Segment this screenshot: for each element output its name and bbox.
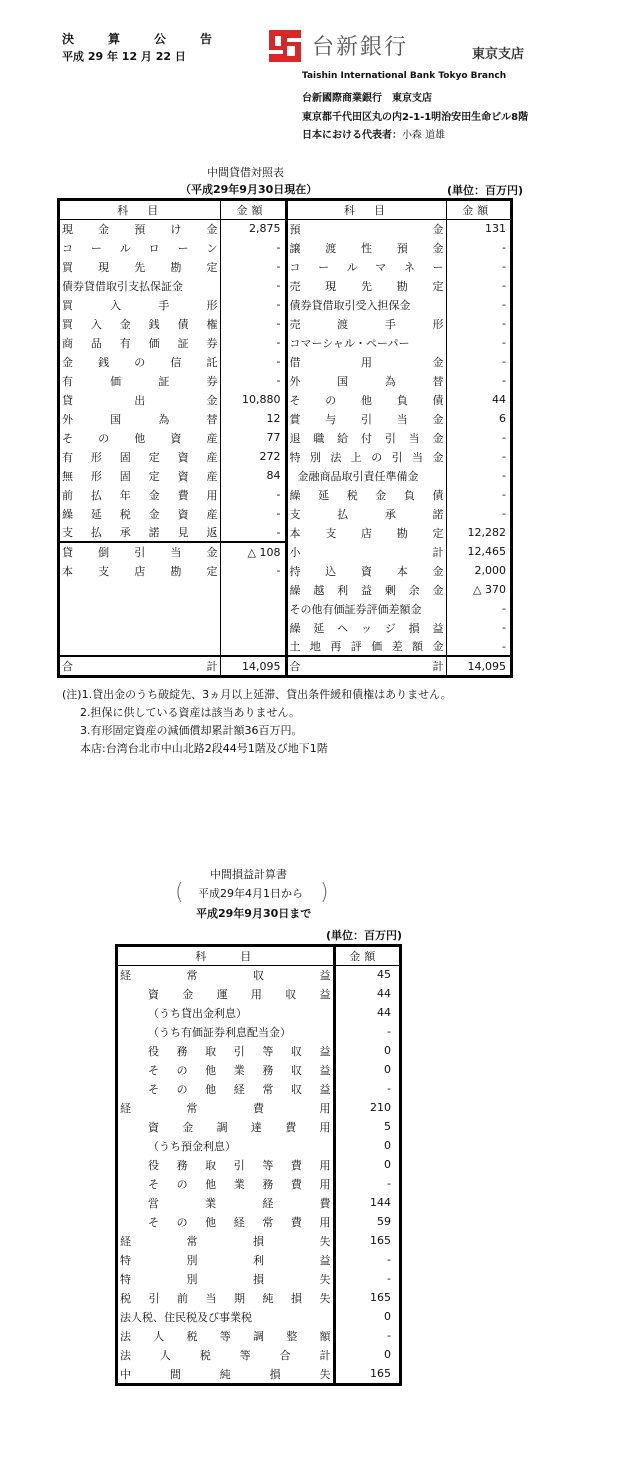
table-row — [60, 352, 510, 371]
table-row — [118, 1326, 399, 1345]
notice-date: 平成 29 年 12 月 22 日 — [62, 50, 186, 63]
table-row — [60, 637, 510, 656]
spread-label: 商 品 有 価 証 券 — [62, 336, 218, 350]
right-item-label — [286, 580, 446, 599]
left-item-label — [60, 580, 220, 599]
balance-sheet-table — [57, 198, 513, 678]
income-item-value: 210 — [370, 1101, 391, 1114]
spread-label: 資 金 運 用 収 益 — [148, 987, 331, 1001]
table-row — [60, 257, 510, 276]
spread-label: その他有価証券評価差額金 — [289, 602, 422, 616]
header-item-left: 科 目 — [60, 201, 220, 219]
income-statement-header-row — [118, 947, 399, 965]
income-item-value: 45 — [377, 968, 391, 982]
table-row — [118, 1098, 399, 1117]
right-item-label — [286, 238, 446, 257]
left-item-label — [60, 314, 220, 333]
right-item-value: 131 — [485, 222, 506, 236]
left-item-label — [60, 542, 220, 561]
spread-label: 有 形 固 定 資 産 — [62, 450, 218, 464]
right-item-label — [286, 390, 446, 409]
income-statement-table — [115, 944, 402, 1386]
right-item-label — [286, 523, 446, 542]
notice-title-char: 公 — [153, 32, 166, 46]
income-item-label — [118, 1250, 334, 1269]
income-item-value: 165 — [370, 1234, 391, 1247]
table-row — [118, 1269, 399, 1288]
left-item-label — [60, 390, 220, 409]
left-item-value: - — [220, 523, 286, 542]
bank-name-japanese: 台新國際商業銀行 東京支店 — [302, 93, 432, 104]
income-item-value: - — [387, 1272, 391, 1285]
right-item-value: △ 370 — [473, 583, 506, 596]
balance-sheet-unit: (単位：百万円) — [447, 184, 524, 197]
spread-label: 繰 延 ヘ ッ ジ 損 益 — [289, 621, 444, 635]
spread-label: 債券貸借取引支払保証金 — [62, 279, 183, 293]
right-item-label — [286, 504, 446, 523]
right-item-value: - — [502, 621, 506, 634]
table-row — [60, 371, 510, 390]
left-item-label — [60, 637, 220, 656]
left-item-value: - — [220, 276, 286, 295]
subtotal-char: 小 — [289, 545, 301, 559]
table-row — [60, 618, 510, 637]
income-item-value: 165 — [370, 1367, 391, 1380]
spread-label: 繰 延 税 金 負 債 — [289, 488, 444, 502]
left-item-label — [60, 447, 220, 466]
income-item-label — [118, 1193, 334, 1212]
period-to: 平成29年9月30日まで — [196, 907, 312, 920]
spread-label: 中 間 純 損 失 — [120, 1367, 331, 1381]
header-item-right: 科 目 — [286, 201, 446, 219]
left-item-label — [60, 238, 220, 257]
spread-label: 債券貸借取引受入担保金 — [289, 298, 411, 312]
branch-tag: 東京支店 — [472, 47, 525, 62]
note-line: (注)1.貸出金のうち破綻先、3ヵ月以上延滞、貸出条件緩和債権はありません。 — [62, 688, 452, 701]
table-row — [118, 1022, 399, 1041]
period-from: 平成29年4月1日から — [198, 887, 303, 900]
total-row — [60, 656, 510, 675]
table-row — [60, 542, 510, 561]
right-item-label — [286, 257, 446, 276]
table-row — [118, 1079, 399, 1098]
spread-label: 有 価 証 券 — [62, 374, 218, 388]
table-row — [118, 1307, 399, 1326]
bracket-left: ( — [175, 880, 184, 905]
right-item-label — [286, 466, 446, 485]
notice-title-char: 決 — [62, 32, 75, 46]
income-item-label — [118, 1136, 334, 1155]
table-row — [118, 1288, 399, 1307]
table-row — [118, 1003, 399, 1022]
bank-name-english: Taishin International Bank Tokyo Branch — [302, 71, 507, 81]
income-item-label — [118, 1003, 334, 1022]
income-item-value: 44 — [377, 1006, 391, 1019]
income-item-value: 59 — [377, 1215, 391, 1228]
balance-sheet-title-text: 中間貸借対照表 — [207, 166, 284, 179]
table-row — [118, 1041, 399, 1060]
right-item-value: - — [502, 260, 506, 273]
spread-label: 買 入 金 銭 債 権 — [62, 317, 218, 331]
table-row — [60, 428, 510, 447]
left-item-value: - — [220, 371, 286, 390]
table-row — [118, 984, 399, 1003]
left-item-label — [60, 523, 220, 542]
table-row — [60, 485, 510, 504]
income-item-label — [118, 1022, 334, 1041]
spread-label: 貸 出 金 — [62, 393, 218, 407]
left-item-value — [220, 637, 286, 656]
spread-label: 支 払 承 諾 — [289, 507, 444, 521]
spread-label: コマーシャル・ペーパー — [289, 336, 410, 350]
total-char: 計 — [432, 660, 444, 673]
spread-label: 無 形 固 定 資 産 — [62, 469, 218, 483]
header-item: 科 目 — [118, 947, 334, 965]
right-item-value: - — [502, 241, 506, 254]
spread-label: 資 金 調 達 費 用 — [148, 1120, 331, 1134]
right-item-label — [286, 409, 446, 428]
spread-label: 特 別 損 失 — [120, 1272, 331, 1286]
right-item-value: 2,000 — [474, 564, 506, 577]
income-item-label — [118, 1060, 334, 1079]
right-total-label — [286, 656, 446, 675]
income-item-value: 0 — [384, 1158, 391, 1171]
income-item-value: - — [387, 1177, 391, 1190]
income-item-label — [118, 1041, 334, 1060]
left-item-label — [60, 561, 220, 580]
spread-label: 経 常 損 失 — [120, 1234, 331, 1248]
total-char: 計 — [206, 660, 218, 673]
bracket-right: ) — [320, 880, 329, 905]
representative-name: 小森 道雄 — [402, 130, 446, 141]
income-item-value: - — [387, 1082, 391, 1095]
spread-label: コ ー ル マ ネ ー — [289, 260, 444, 274]
right-item-label — [286, 276, 446, 295]
left-item-value — [220, 599, 286, 618]
right-item-label — [286, 618, 446, 637]
spread-label: 現 金 預 け 金 — [62, 222, 218, 236]
spread-label: そ の 他 負 債 — [289, 393, 444, 407]
left-item-label — [60, 504, 220, 523]
right-item-value: - — [502, 507, 506, 520]
right-item-value: - — [502, 602, 506, 615]
spread-label: （うち貸出金利息） — [148, 1006, 247, 1020]
spread-label: 税 引 前 当 期 純 損 失 — [120, 1291, 331, 1305]
left-item-value: 77 — [220, 428, 286, 447]
table-row — [118, 1231, 399, 1250]
left-item-label — [60, 599, 220, 618]
right-item-label — [286, 219, 446, 238]
bank-address: 東京都千代田区丸の内2-1-1明治安田生命ビル8階 — [302, 112, 529, 123]
left-item-value: - — [220, 485, 286, 504]
left-item-value: - — [220, 314, 286, 333]
table-row — [60, 409, 510, 428]
left-item-value: 84 — [220, 466, 286, 485]
right-item-label — [286, 333, 446, 352]
right-item-label — [286, 352, 446, 371]
right-item-label — [286, 542, 446, 561]
total-label — [290, 658, 444, 674]
left-item-label — [60, 371, 220, 390]
income-item-label — [118, 1345, 334, 1364]
spread-label: 営 業 経 費 — [148, 1196, 331, 1210]
header-amount-right: 金額 — [446, 201, 510, 219]
table-row — [60, 466, 510, 485]
income-item-value: - — [387, 1025, 391, 1038]
notice-title-char: 算 — [107, 32, 120, 46]
taishin-logo-icon — [265, 26, 305, 66]
left-item-label — [60, 409, 220, 428]
right-item-label — [286, 447, 446, 466]
income-item-label — [118, 1079, 334, 1098]
table-row — [60, 599, 510, 618]
income-item-label — [118, 984, 334, 1003]
left-item-label — [60, 276, 220, 295]
spread-label: 外 国 為 替 — [289, 374, 444, 388]
spread-label: そ の 他 業 務 収 益 — [148, 1063, 331, 1077]
income-item-label — [118, 1231, 334, 1250]
notice-title — [62, 30, 212, 47]
income-item-value: 0 — [384, 1044, 391, 1057]
table-row — [60, 504, 510, 523]
spread-label: 借 用 金 — [289, 355, 444, 369]
subtotal-label — [290, 544, 444, 560]
income-statement-unit: (単位：百万円) — [326, 929, 403, 942]
table-row — [60, 561, 510, 580]
table-row — [60, 333, 510, 352]
left-item-value: 10,880 — [220, 390, 286, 409]
right-item-value: - — [502, 450, 506, 463]
total-label — [62, 658, 218, 674]
table-row — [118, 1117, 399, 1136]
left-item-label — [60, 257, 220, 276]
spread-label: 金融商品取引責任準備金 — [297, 469, 419, 483]
logo-text: 台新銀行 — [312, 35, 409, 60]
right-item-label — [286, 428, 446, 447]
left-item-label — [60, 219, 220, 238]
table-row — [118, 1345, 399, 1364]
income-item-value: - — [387, 1253, 391, 1266]
spread-label: 繰 越 利 益 剰 余 金 — [289, 583, 444, 597]
income-item-label — [118, 1212, 334, 1231]
right-item-label — [286, 599, 446, 618]
spread-label: 売 現 先 勘 定 — [289, 279, 444, 293]
spread-label: 経 常 費 用 — [120, 1101, 331, 1115]
table-row — [60, 580, 510, 599]
right-item-label — [286, 314, 446, 333]
left-item-value: - — [220, 333, 286, 352]
left-item-value: - — [220, 257, 286, 276]
income-item-label — [118, 1098, 334, 1117]
right-item-label — [286, 295, 446, 314]
right-item-label — [286, 561, 446, 580]
subtotal-char: 計 — [432, 545, 444, 559]
table-row — [118, 1136, 399, 1155]
right-item-value: - — [502, 374, 506, 387]
spread-label: 法 人 税 等 調 整 額 — [120, 1329, 331, 1343]
spread-label: （うち預金利息） — [148, 1139, 236, 1153]
spread-label: 土 地 再 評 価 差 額 金 — [289, 640, 444, 653]
left-total-value: 14,095 — [220, 656, 286, 675]
income-item-value: 0 — [384, 1139, 391, 1152]
income-item-value: 44 — [377, 987, 391, 1000]
income-item-value: 165 — [370, 1291, 391, 1304]
table-row — [118, 1193, 399, 1212]
income-item-value: 0 — [384, 1348, 391, 1361]
left-item-value: 12 — [220, 409, 286, 428]
spread-label: 貸 倒 引 当 金 — [62, 546, 218, 559]
spread-label: 売 渡 手 形 — [289, 317, 444, 331]
notes — [62, 686, 452, 758]
left-item-value: - — [220, 504, 286, 523]
spread-label: そ の 他 業 務 費 用 — [148, 1177, 331, 1191]
spread-label: 前 払 年 金 費 用 — [62, 488, 218, 502]
spread-label: コ ー ル ロ ー ン — [62, 241, 218, 255]
table-row — [60, 238, 510, 257]
table-row — [118, 965, 399, 984]
income-item-label — [118, 1364, 334, 1383]
spread-label: 本 支 店 勘 定 — [289, 526, 444, 540]
spread-label: 役 務 取 引 等 費 用 — [148, 1158, 331, 1172]
income-item-value: 5 — [384, 1120, 391, 1133]
income-item-value: 0 — [384, 1063, 391, 1076]
table-row — [60, 447, 510, 466]
note-line: 本店:台湾台北市中山北路2段44号1階及び地下1階 — [80, 742, 328, 755]
spread-label: 持 込 資 本 金 — [289, 564, 444, 578]
income-item-value: - — [387, 1329, 391, 1342]
left-item-label — [60, 466, 220, 485]
left-item-value: - — [220, 295, 286, 314]
spread-label: 繰 延 税 金 資 産 — [62, 507, 218, 521]
right-item-value: - — [502, 336, 506, 349]
spread-label: 買 入 手 形 — [62, 298, 218, 312]
header-amount-left: 金額 — [220, 201, 286, 219]
right-item-value: - — [502, 488, 506, 501]
right-total-value: 14,095 — [446, 656, 510, 675]
spread-label: 特 別 法 上 の 引 当 金 — [289, 450, 444, 464]
balance-sheet-header-row — [60, 201, 510, 219]
header-amount: 金額 — [334, 947, 399, 965]
spread-label: そ の 他 資 産 — [62, 431, 218, 445]
left-item-label — [60, 352, 220, 371]
left-item-value: - — [220, 561, 286, 580]
right-item-value: - — [502, 469, 506, 482]
left-item-label — [60, 428, 220, 447]
table-row — [60, 523, 510, 542]
left-item-value — [220, 618, 286, 637]
spread-label: 本 支 店 勘 定 — [62, 564, 218, 578]
representative-label: 日本における代表者： — [302, 130, 402, 141]
right-item-value: 12,282 — [467, 526, 506, 539]
left-item-value: 272 — [220, 447, 286, 466]
table-row — [60, 219, 510, 238]
table-row — [60, 295, 510, 314]
left-total-label — [60, 656, 220, 675]
left-item-value: 2,875 — [220, 219, 286, 238]
total-char: 合 — [62, 660, 73, 673]
spread-label: 預 金 — [289, 222, 444, 236]
left-item-value: - — [220, 238, 286, 257]
total-char: 合 — [289, 660, 301, 673]
spread-label: （うち有価証券利息配当金） — [148, 1025, 291, 1039]
left-item-value — [220, 580, 286, 599]
income-item-label — [118, 1155, 334, 1174]
right-item-value: - — [502, 279, 506, 292]
income-item-value: 144 — [370, 1196, 391, 1209]
balance-sheet-date: （平成29年9月30日現在） — [180, 183, 318, 196]
right-item-value: - — [502, 639, 506, 653]
income-item-label — [118, 965, 334, 984]
income-item-label — [118, 1288, 334, 1307]
table-row — [118, 1212, 399, 1231]
right-item-label — [286, 485, 446, 504]
spread-label: 外 国 為 替 — [62, 412, 218, 426]
right-item-value: - — [502, 317, 506, 330]
right-item-label — [286, 371, 446, 390]
balance-sheet-title — [207, 164, 284, 180]
spread-label: そ の 他 経 常 費 用 — [148, 1215, 331, 1229]
income-item-label — [118, 1269, 334, 1288]
spread-label: 金 銭 の 信 託 — [62, 355, 218, 369]
spread-label: 賞 与 引 当 金 — [289, 412, 444, 426]
right-item-value: 44 — [492, 393, 506, 406]
left-item-label — [60, 485, 220, 504]
income-item-label — [118, 1326, 334, 1345]
income-statement-title: 中間損益計算書 — [210, 868, 287, 881]
income-item-label — [118, 1174, 334, 1193]
table-row — [118, 1364, 399, 1383]
table-row — [118, 1060, 399, 1079]
left-item-label — [60, 333, 220, 352]
notice-title-char: 告 — [199, 32, 212, 46]
spread-label: 譲 渡 性 預 金 — [289, 241, 444, 255]
table-row — [118, 1174, 399, 1193]
spread-label: 役 務 取 引 等 収 益 — [148, 1044, 331, 1058]
note-line: 2.担保に供している資産は該当ありません。 — [80, 706, 301, 719]
left-item-label — [60, 618, 220, 637]
right-item-value: - — [502, 298, 506, 311]
spread-label: 特 別 利 益 — [120, 1253, 331, 1267]
representative — [302, 126, 445, 141]
right-item-label — [286, 637, 446, 656]
table-row — [118, 1155, 399, 1174]
right-item-value: - — [502, 431, 506, 444]
table-row — [60, 390, 510, 409]
table-row — [118, 1250, 399, 1269]
spread-label: 支 払 承 諾 見 返 — [62, 526, 218, 539]
spread-label: 買 現 先 勘 定 — [62, 260, 218, 274]
left-item-label — [60, 295, 220, 314]
income-item-value: 0 — [384, 1310, 391, 1323]
note-line: 3.有形固定資産の減価償却累計額36百万円。 — [80, 724, 303, 737]
spread-label: そ の 他 経 常 収 益 — [148, 1082, 331, 1096]
left-item-value: - — [220, 352, 286, 371]
right-item-value: - — [502, 355, 506, 368]
spread-label: 法人税、住民税及び事業税 — [120, 1310, 252, 1324]
right-item-value: 6 — [499, 412, 506, 425]
spread-label: 経 常 収 益 — [120, 968, 331, 982]
income-item-label — [118, 1117, 334, 1136]
table-row — [60, 314, 510, 333]
table-row — [60, 276, 510, 295]
spread-label: 法 人 税 等 合 計 — [120, 1348, 331, 1362]
right-item-value: 12,465 — [467, 545, 506, 558]
income-item-label — [118, 1307, 334, 1326]
left-item-value: △ 108 — [220, 542, 286, 561]
spread-label: 退 職 給 付 引 当 金 — [289, 431, 444, 445]
